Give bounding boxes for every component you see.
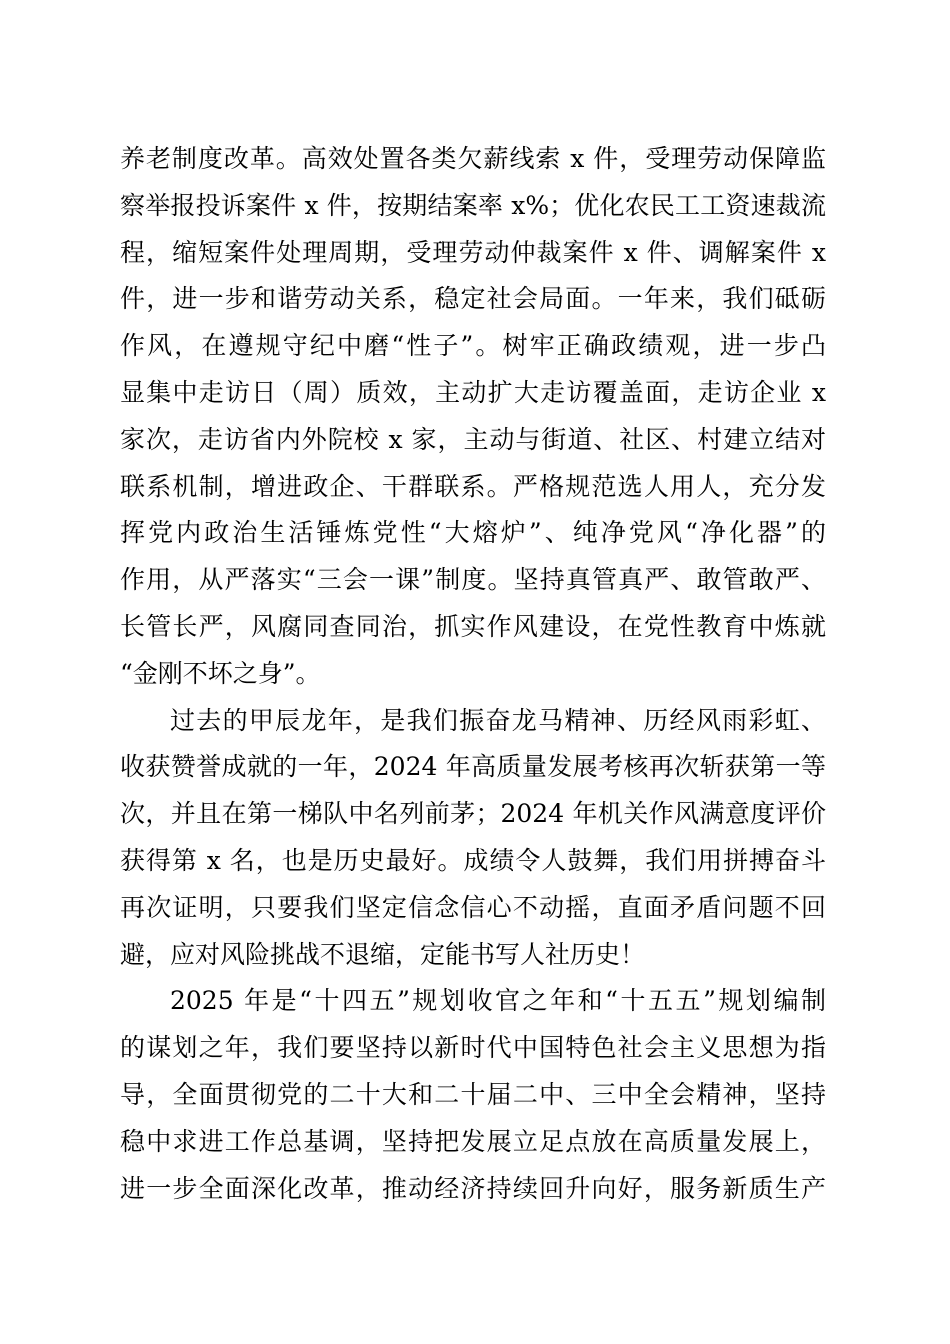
text-line: 显集中走访日（周）质效，主动扩大走访覆盖面，走访企业 x bbox=[120, 377, 826, 407]
text-line: 家次，走访省内外院校 x 家，主动与街道、社区、村建立结对 bbox=[120, 424, 826, 454]
text-line: 长管长严，风腐同查同治，抓实作风建设，在党性教育中炼就 bbox=[120, 611, 826, 641]
text-line: 收获赞誉成就的一年，2024 年高质量发展考核再次斩获第一等 bbox=[120, 752, 826, 782]
text-line: 挥党内政治生活锤炼党性“大熔炉”、纯净党风“净化器”的 bbox=[120, 518, 826, 548]
text-line: 获得第 x 名，也是历史最好。成绩令人鼓舞，我们用拼搏奋斗 bbox=[120, 845, 826, 875]
text-line: 次，并且在第一梯队中名列前茅；2024 年机关作风满意度评价 bbox=[120, 799, 826, 829]
text-line: “金刚不坏之身”。 bbox=[120, 658, 321, 688]
text-line: 养老制度改革。高效处置各类欠薪线索 x 件，受理劳动保障监 bbox=[120, 144, 826, 173]
text-line: 2025 年是“十四五”规划收官之年和“十五五”规划编制 bbox=[170, 986, 826, 1016]
text-line: 联系机制，增进政企、干群联系。严格规范选人用人，充分发 bbox=[120, 471, 826, 501]
text-line: 稳中求进工作总基调，坚持把发展立足点放在高质量发展上， bbox=[120, 1126, 826, 1156]
text-line: 过去的甲辰龙年，是我们振奋龙马精神、历经风雨彩虹、 bbox=[170, 705, 826, 735]
text-line: 作用，从严落实“三会一课”制度。坚持真管真严、敢管敢严、 bbox=[120, 565, 826, 595]
text-line: 进一步全面深化改革，推动经济持续回升向好，服务新质生产 bbox=[120, 1173, 826, 1203]
text-line: 避，应对风险挑战不退缩，定能书写人社历史！ bbox=[120, 939, 646, 969]
text-line: 程，缩短案件处理周期，受理劳动仲裁案件 x 件、调解案件 x bbox=[120, 237, 826, 267]
body-text bbox=[120, 136, 826, 1212]
text-line: 作风，在遵规守纪中磨“性子”。树牢正确政绩观，进一步凸 bbox=[120, 331, 826, 361]
text-line: 察举报投诉案件 x 件，按期结案率 x%；优化农民工工资速裁流 bbox=[120, 190, 826, 220]
text-line: 导，全面贯彻党的二十大和二十届二中、三中全会精神，坚持 bbox=[120, 1079, 826, 1109]
text-line: 件，进一步和谐劳动关系，稳定社会局面。一年来，我们砥砺 bbox=[120, 284, 826, 314]
text-line: 的谋划之年，我们要坚持以新时代中国特色社会主义思想为指 bbox=[120, 1033, 826, 1063]
text-line: 再次证明，只要我们坚定信念信心不动摇，直面矛盾问题不回 bbox=[120, 892, 826, 922]
